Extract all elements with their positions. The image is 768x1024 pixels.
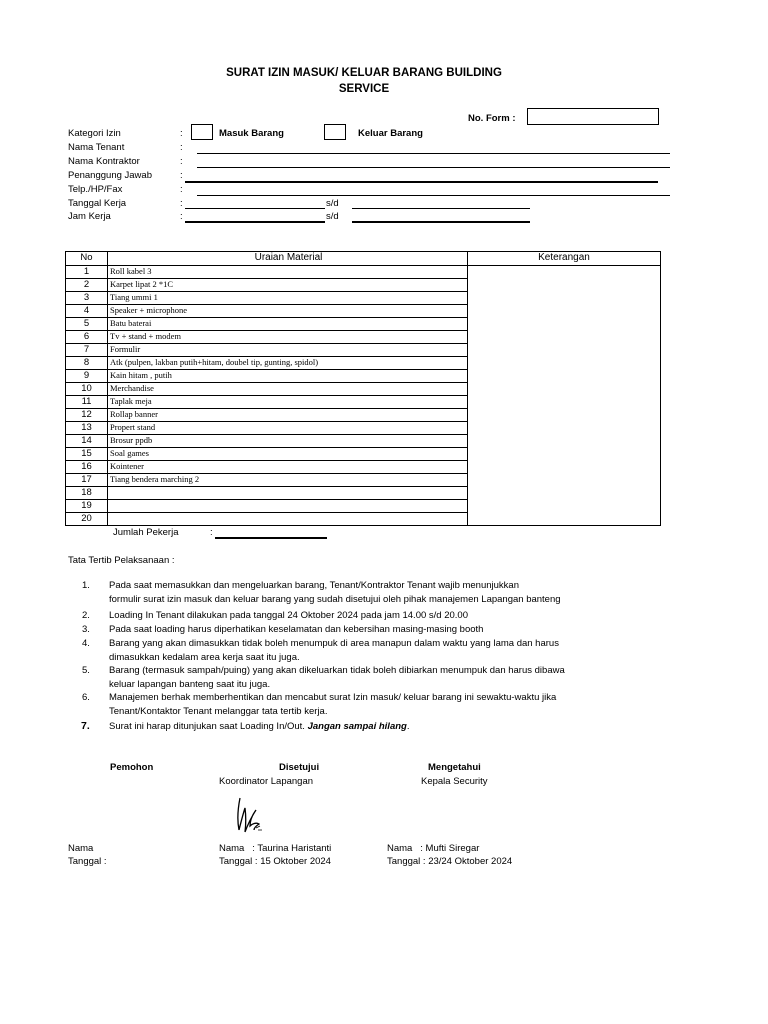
header-no: No — [66, 252, 108, 266]
row-item[interactable]: Taplak meja — [108, 396, 468, 409]
row-item[interactable]: Kointener — [108, 461, 468, 474]
telp-label: Telp./HP/Fax — [68, 184, 123, 195]
row-item[interactable] — [108, 487, 468, 500]
colon: : — [180, 170, 183, 181]
row-item[interactable]: Atk (pulpen, lakban putih+hitam, doubel tip, gunting, spidol) — [108, 357, 468, 370]
rule-number: 6. — [82, 692, 90, 703]
colon: : — [180, 156, 183, 167]
colon: : — [180, 211, 183, 222]
row-number: 3 — [66, 292, 108, 305]
penanggung-jawab-label: Penanggung Jawab — [68, 170, 152, 181]
sd-label: s/d — [326, 211, 339, 222]
row-number: 6 — [66, 331, 108, 344]
masuk-checkbox[interactable] — [191, 124, 213, 140]
disetujui-nama: Nama : Taurina Haristanti — [219, 843, 332, 854]
rule-text: formulir surat izin masuk dan keluar barang yang sudah disetujui oleh pihak manajemen Lapangan banteng — [109, 594, 561, 605]
colon: : — [180, 142, 183, 153]
row-item[interactable]: Tiang ummi 1 — [108, 292, 468, 305]
colon: : — [180, 184, 183, 195]
row-number: 2 — [66, 279, 108, 292]
rule-7-main: Surat ini harap ditunjukan saat Loading In/Out. — [109, 721, 305, 732]
rule-text: Pada saat memasukkan dan mengeluarkan barang, Tenant/Kontraktor Tenant wajib menunjukkan — [109, 580, 519, 591]
rules-heading: Tata Tertib Pelaksanaan : — [68, 555, 175, 566]
row-number: 5 — [66, 318, 108, 331]
mengetahui-label: Mengetahui — [428, 762, 481, 773]
sd-label: s/d — [326, 198, 339, 209]
rule-text: Barang yang akan dimasukkan tidak boleh menumpuk di area manapun dalam waktu yang lama dan harus — [109, 638, 559, 649]
kepala-label: Kepala Security — [421, 776, 488, 787]
row-item[interactable] — [108, 513, 468, 526]
rule-text: Barang (termasuk sampah/puing) yang akan dikeluarkan tidak boleh dibiarkan menumpuk dan harus dibawa — [109, 665, 565, 676]
rule-7-num: 7. — [81, 720, 90, 732]
rule-number: 2. — [82, 610, 90, 621]
row-item[interactable] — [108, 500, 468, 513]
row-number: 8 — [66, 357, 108, 370]
penanggung-jawab-field[interactable] — [185, 181, 658, 183]
no-form-label: No. Form : — [468, 113, 516, 124]
colon: : — [210, 527, 213, 538]
row-item[interactable]: Karpet lipat 2 *1C — [108, 279, 468, 292]
row-item[interactable]: Formulir — [108, 344, 468, 357]
row-number: 9 — [66, 370, 108, 383]
row-item[interactable]: Roll kabel 3 — [108, 266, 468, 279]
row-number: 7 — [66, 344, 108, 357]
signature-image — [234, 794, 266, 834]
tanggal-kerja-end-field[interactable] — [352, 208, 530, 209]
disetujui-label: Disetujui — [279, 762, 320, 773]
form-title-line2: SERVICE — [338, 83, 390, 95]
row-item[interactable]: Tiang bendera marching 2 — [108, 474, 468, 487]
row-number: 4 — [66, 305, 108, 318]
pemohon-label: Pemohon — [110, 762, 154, 773]
row-number: 10 — [66, 383, 108, 396]
koordinator-label: Koordinator Lapangan — [219, 776, 314, 787]
mengetahui-nama: Nama : Mufti Siregar — [387, 843, 480, 854]
rule-7-end: . — [406, 721, 410, 732]
row-number: 20 — [66, 513, 108, 526]
rule-number: 3. — [82, 624, 90, 635]
row-number: 11 — [66, 396, 108, 409]
keluar-checkbox[interactable] — [324, 124, 346, 140]
jumlah-pekerja-field[interactable] — [215, 537, 327, 539]
no-form-field[interactable] — [527, 108, 659, 125]
table-row — [66, 266, 661, 279]
nama-kontraktor-field[interactable] — [197, 167, 670, 168]
nama-kontraktor-label: Nama Kontraktor — [68, 156, 140, 167]
row-number: 17 — [66, 474, 108, 487]
jam-kerja-start-field[interactable] — [185, 221, 325, 223]
row-item[interactable]: Speaker + microphone — [108, 305, 468, 318]
rule-text: Loading In Tenant dilakukan pada tanggal 24 Oktober 2024 pada jam 14.00 s/d 20.00 — [109, 610, 468, 621]
table-header-row — [66, 252, 661, 266]
nama-tenant-label: Nama Tenant — [68, 142, 125, 153]
jumlah-pekerja-label: Jumlah Pekerja — [113, 527, 179, 538]
jam-kerja-end-field[interactable] — [352, 221, 530, 223]
row-number: 14 — [66, 435, 108, 448]
rule-number: 1. — [82, 580, 90, 591]
keterangan-cell[interactable] — [468, 266, 661, 526]
pemohon-tanggal-label: Tanggal : — [68, 856, 107, 867]
tanggal-kerja-start-field[interactable] — [185, 208, 325, 209]
row-item[interactable]: Soal games — [108, 448, 468, 461]
row-item[interactable]: Tv + stand + modem — [108, 331, 468, 344]
disetujui-tanggal: Tanggal : 15 Oktober 2024 — [219, 856, 331, 867]
rule-number: 4. — [82, 638, 90, 649]
row-number: 16 — [66, 461, 108, 474]
form-title-line1: SURAT IZIN MASUK/ KELUAR BARANG BUILDING — [226, 67, 502, 79]
tanggal-kerja-label: Tanggal Kerja — [68, 198, 127, 209]
masuk-label: Masuk Barang — [219, 128, 284, 139]
keluar-label: Keluar Barang — [358, 128, 423, 139]
rule-text: Manajemen berhak memberhentikan dan mencabut surat Izin masuk/ keluar barang ini sewaktu-waktu jika — [109, 692, 557, 703]
header-uraian: Uraian Material — [108, 252, 468, 266]
rule-7-emphasis: Jangan sampai hilang — [307, 721, 407, 732]
rule-text: dimasukkan kedalam area kerja saat itu juga. — [109, 652, 300, 663]
colon: : — [180, 198, 183, 209]
rule-7-text — [109, 721, 409, 732]
rule-text: keluar lapangan banteng saat itu juga. — [109, 679, 271, 690]
row-number: 12 — [66, 409, 108, 422]
nama-tenant-field[interactable] — [197, 153, 670, 154]
row-number: 18 — [66, 487, 108, 500]
row-item[interactable]: Rollap banner — [108, 409, 468, 422]
colon: : — [180, 128, 183, 139]
mengetahui-tanggal: Tanggal : 23/24 Oktober 2024 — [387, 856, 513, 867]
rule-number: 5. — [82, 665, 90, 676]
row-item[interactable]: Merchandise — [108, 383, 468, 396]
pemohon-nama-label: Nama — [68, 843, 94, 854]
material-table — [65, 251, 661, 526]
row-item[interactable]: Propert stand — [108, 422, 468, 435]
rule-text: Pada saat loading harus diperhatikan keselamatan dan kebersihan masing-masing booth — [109, 624, 484, 635]
telp-field[interactable] — [197, 195, 670, 196]
jam-kerja-label: Jam Kerja — [68, 211, 111, 222]
row-number: 19 — [66, 500, 108, 513]
row-item[interactable]: Brosur ppdb — [108, 435, 468, 448]
row-item[interactable]: Batu baterai — [108, 318, 468, 331]
header-keterangan: Keterangan — [468, 252, 661, 266]
kategori-label: Kategori Izin — [68, 128, 121, 139]
row-number: 15 — [66, 448, 108, 461]
row-number: 13 — [66, 422, 108, 435]
rule-text: Tenant/Kontaktor Tenant melanggar tata tertib kerja. — [109, 706, 328, 717]
row-number: 1 — [66, 266, 108, 279]
row-item[interactable]: Kain hitam , putih — [108, 370, 468, 383]
